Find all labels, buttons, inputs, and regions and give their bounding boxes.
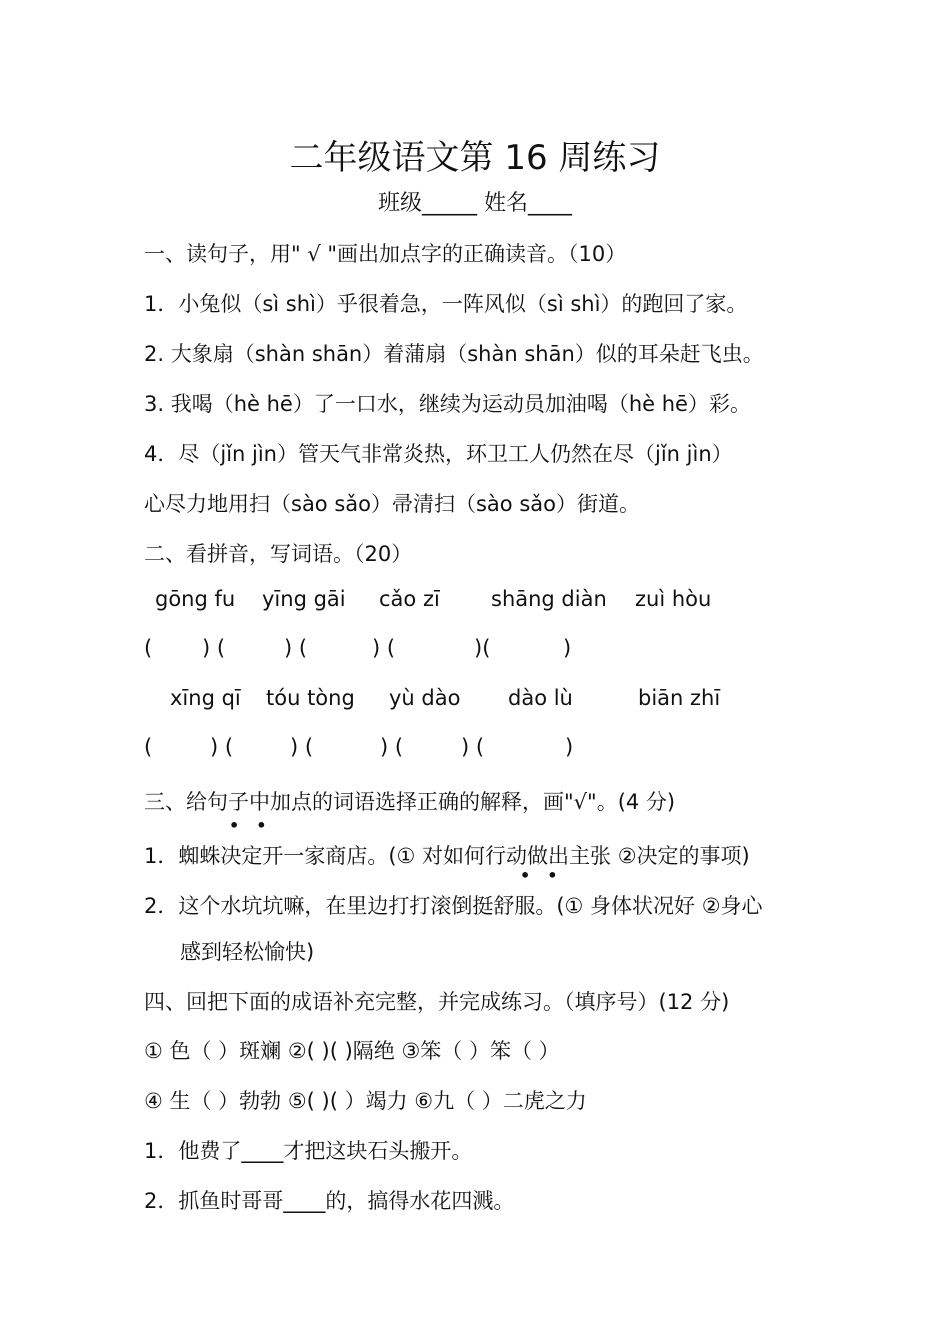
pinyin-word: zuì hòu	[635, 587, 712, 611]
section1-question-1: 1．小兔似（sì shì）乎很着急，一阵风似（sì shì）的跑回了家。	[144, 292, 748, 316]
emphasis-dots: ••	[520, 866, 575, 885]
section4-question-2: 2．抓鱼时哥哥____的，搞得水花四溅。	[144, 1189, 515, 1213]
pinyin-word: cǎo zī	[379, 587, 440, 611]
page-title: 二年级语文第 16 周练习	[289, 138, 661, 178]
answer-bracket: (	[144, 735, 153, 759]
pinyin-word: shāng diàn	[491, 587, 607, 611]
idiom-row-2: ④ 生（ ）勃勃 ⑤( )( ）竭力 ⑥九（ ）二虎之力	[144, 1089, 587, 1113]
answer-bracket: ) (	[210, 735, 234, 759]
answer-bracket: )(	[474, 636, 491, 660]
idiom-row-1: ① 色（ ）斑斓 ②( )( )隔绝 ③笨（ ）笨（ ）	[144, 1039, 560, 1063]
class-name-line: 班级_____ 姓名____	[378, 191, 572, 216]
answer-bracket: ) (	[380, 735, 404, 759]
answer-bracket: ) (	[461, 735, 485, 759]
pinyin-word: gōng fu	[155, 587, 236, 611]
section1-question-4-line2: 心尽力地用扫（sào sǎo）帚清扫（sào sǎo）街道。	[144, 492, 640, 516]
answer-bracket: )	[563, 636, 572, 660]
pinyin-word: yīng gāi	[262, 587, 346, 611]
section1-heading: 一、读句子，用" √ "画出加点字的正确读音。（10）	[144, 242, 627, 266]
pinyin-word: dào lù	[508, 686, 573, 710]
answer-bracket: ) (	[202, 636, 226, 660]
section1-question-4-line1: 4．尽（jǐn jìn）管天气非常炎热，环卫工人仍然在尽（jǐn jìn）	[144, 442, 733, 466]
answer-bracket: ) (	[290, 735, 314, 759]
emphasis-dots: ••	[229, 816, 284, 835]
answer-bracket: ) (	[284, 636, 308, 660]
section1-question-3: 3. 我喝（hè hē）了一口水，继续为运动员加油喝（hè hē）彩。	[144, 392, 751, 416]
section3-question-1: 1．蜘蛛决定开一家商店。(① 对如何行动做出主张 ②决定的事项)	[144, 844, 750, 868]
section3-question-2-line1: 2．这个水坑坑嘛，在里边打打滚倒挺舒服。(① 身体状况好 ②身心	[144, 894, 763, 918]
pinyin-word: yù dào	[389, 686, 461, 710]
pinyin-word: xīng qī	[170, 686, 241, 710]
pinyin-word: biān zhī	[638, 686, 721, 710]
section4-question-1: 1．他费了____才把这块石头搬开。	[144, 1139, 473, 1163]
section1-question-2: 2. 大象扇（shàn shān）着蒲扇（shàn shān）似的耳朵赶飞虫。	[144, 342, 764, 366]
pinyin-word: tóu tòng	[266, 686, 355, 710]
answer-bracket: ) (	[372, 636, 396, 660]
section3-question-2-line2: 感到轻松愉快)	[180, 940, 315, 964]
section4-heading: 四、回把下面的成语补充完整，并完成练习。（填序号）(12 分)	[144, 990, 730, 1014]
section3-heading: 三、给句子中加点的词语选择正确的解释，画"√"。(4 分)	[144, 790, 676, 814]
answer-bracket: )	[565, 735, 574, 759]
section2-heading: 二、看拼音，写词语。（20）	[144, 542, 413, 566]
answer-bracket: (	[144, 636, 153, 660]
